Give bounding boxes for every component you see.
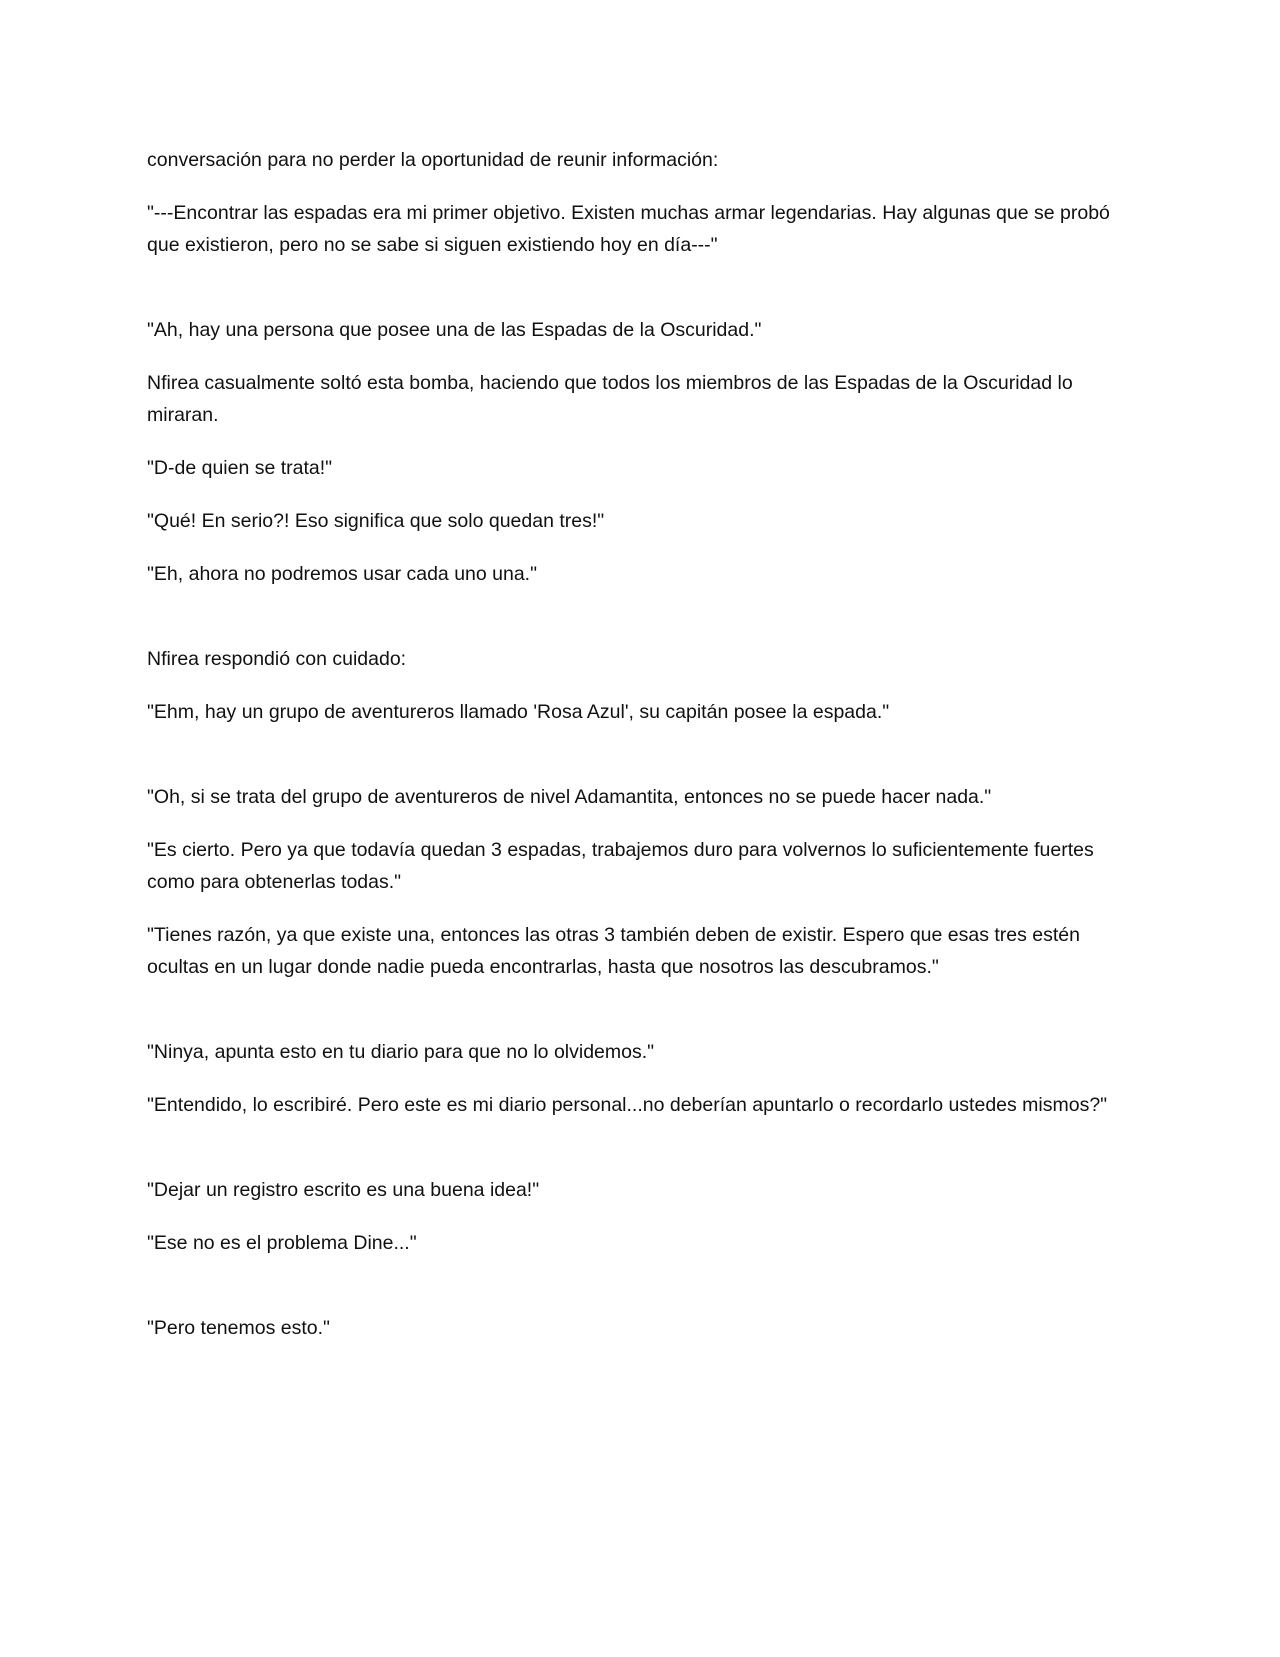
document-page xyxy=(147,144,1132,1365)
paragraph: "Ah, hay una persona que posee una de las Espadas de la Oscuridad." xyxy=(147,319,762,341)
paragraph: conversación para no perder la oportunidad de reunir información: xyxy=(147,149,719,171)
paragraph: "Entendido, lo escribiré. Pero este es mi diario personal...no deberían apuntarlo o recordarlo ustedes mismos?" xyxy=(147,1094,1108,1116)
paragraph: "D-de quien se trata!" xyxy=(147,457,333,479)
paragraph: "Qué! En serio?! Eso significa que solo quedan tres!" xyxy=(147,510,605,532)
paragraph: "Ese no es el problema Dine..." xyxy=(147,1232,417,1254)
paragraph: "Es cierto. Pero ya que todavía quedan 3 espadas, trabajemos duro para volvernos lo suficientemente fuertes como para obtenerlas todas." xyxy=(147,839,1094,893)
paragraph: "---Encontrar las espadas era mi primer objetivo. Existen muchas armar legendarias. Hay algunas que se probó que existieron, pero no se sabe si siguen existiendo hoy en día---" xyxy=(147,202,1110,256)
paragraph: "Ninya, apunta esto en tu diario para que no lo olvidemos." xyxy=(147,1041,655,1063)
paragraph: "Pero tenemos esto." xyxy=(147,1317,330,1339)
paragraph: "Ehm, hay un grupo de aventureros llamado 'Rosa Azul', su capitán posee la espada." xyxy=(147,701,890,723)
paragraph: Nfirea respondió con cuidado: xyxy=(147,648,407,670)
paragraph: Nfirea casualmente soltó esta bomba, haciendo que todos los miembros de las Espadas de la Oscuridad lo miraran. xyxy=(147,372,1073,426)
paragraph: "Tienes razón, ya que existe una, entonces las otras 3 también deben de existir. Espero que esas tres estén ocultas en un lugar donde nadie pueda encontrarlas, hasta que nosotros las descubramos." xyxy=(147,924,1081,978)
paragraph: "Oh, si se trata del grupo de aventureros de nivel Adamantita, entonces no se puede hacer nada." xyxy=(147,786,992,808)
paragraph: "Dejar un registro escrito es una buena idea!" xyxy=(147,1179,540,1201)
paragraph: "Eh, ahora no podremos usar cada uno una." xyxy=(147,563,538,585)
